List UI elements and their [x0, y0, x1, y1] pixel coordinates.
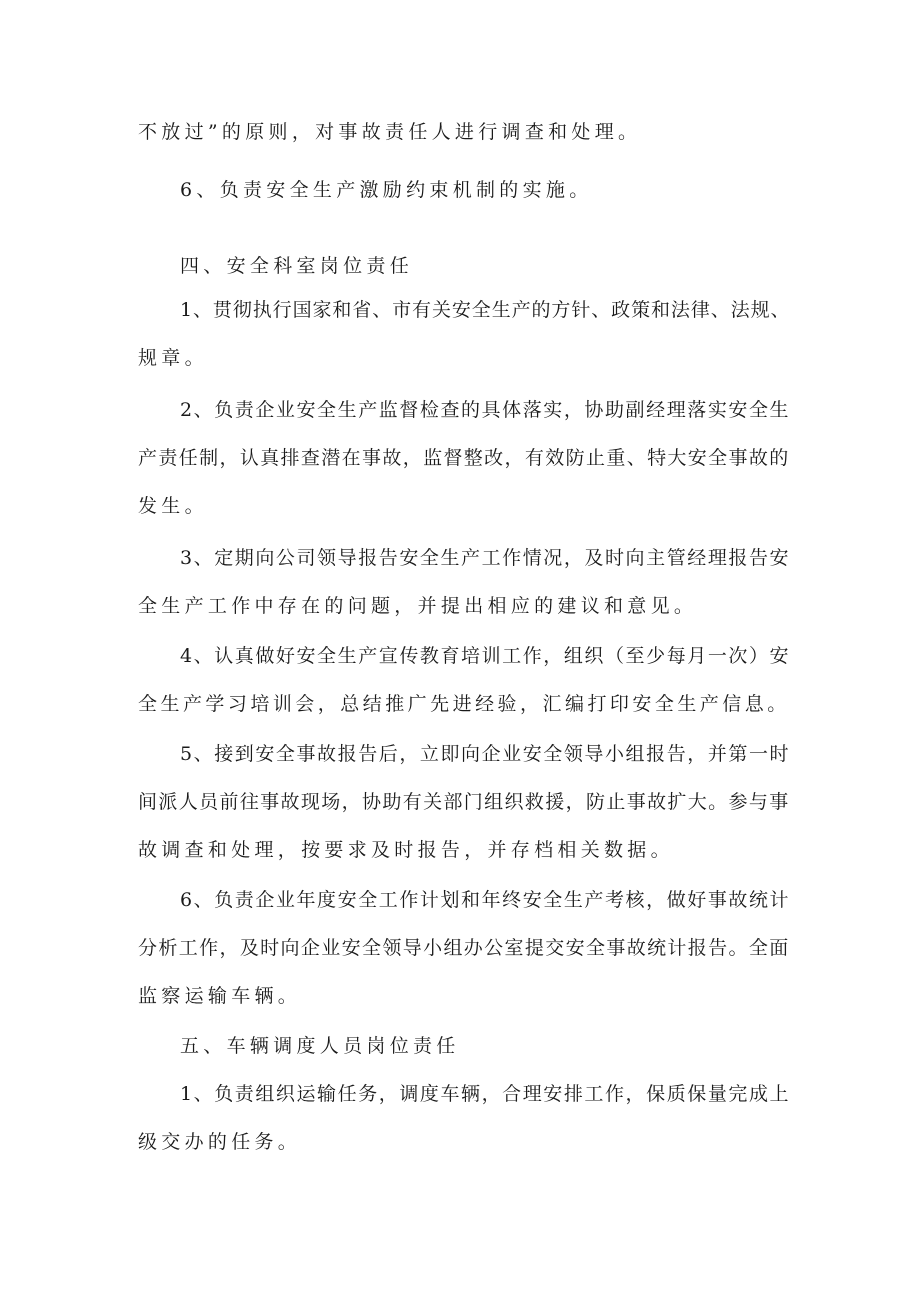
- text-line: 监察运输车辆。: [138, 985, 302, 1007]
- text-line: 不放过”的原则，对事故责任人进行调查和处理。: [138, 121, 642, 143]
- list-item: 5、接到安全事故报告后，立即向企业安全领导小组报告，并第一时: [180, 743, 791, 765]
- list-item: 4、认真做好安全生产宣传教育培训工作，组织（至少每月一次）安: [180, 645, 791, 667]
- text-line: 分析工作，及时向企业安全领导小组办公室提交安全事故统计报告。全面: [138, 937, 790, 959]
- section-heading: 四、安全科室岗位责任: [180, 255, 414, 277]
- list-item: 6、负责安全生产激励约束机制的实施。: [180, 179, 593, 201]
- text-line: 间派人员前往事故现场，协助有关部门组织救援，防止事故扩大。参与事: [138, 791, 790, 813]
- list-item: 2、负责企业安全生产监督检查的具体落实，协助副经理落实安全生: [180, 399, 791, 421]
- text-line: 发生。: [138, 495, 208, 517]
- section-heading: 五、车辆调度人员岗位责任: [180, 1035, 460, 1057]
- text-line: 级交办的任务。: [138, 1131, 302, 1153]
- list-item: 6、负责企业年度安全工作计划和年终安全生产考核，做好事故统计: [180, 889, 791, 911]
- list-item: 1、负责组织运输任务，调度车辆，合理安排工作，保质保量完成上: [180, 1083, 791, 1105]
- text-line: 全生产学习培训会，总结推广先进经验，汇编打印安全生产信息。: [138, 693, 790, 715]
- text-line: 规章。: [138, 347, 208, 369]
- text-line: 全生产工作中存在的问题，并提出相应的建议和意见。: [138, 595, 698, 617]
- text-line: 产责任制，认真排查潜在事故，监督整改，有效防止重、特大安全事故的: [138, 447, 790, 469]
- text-line: 故调查和处理，按要求及时报告，并存档相关数据。: [138, 839, 674, 861]
- list-item: 1、贯彻执行国家和省、市有关安全生产的方针、政策和法律、法规、: [180, 299, 791, 321]
- list-item: 3、定期向公司领导报告安全生产工作情况，及时向主管经理报告安: [180, 547, 791, 569]
